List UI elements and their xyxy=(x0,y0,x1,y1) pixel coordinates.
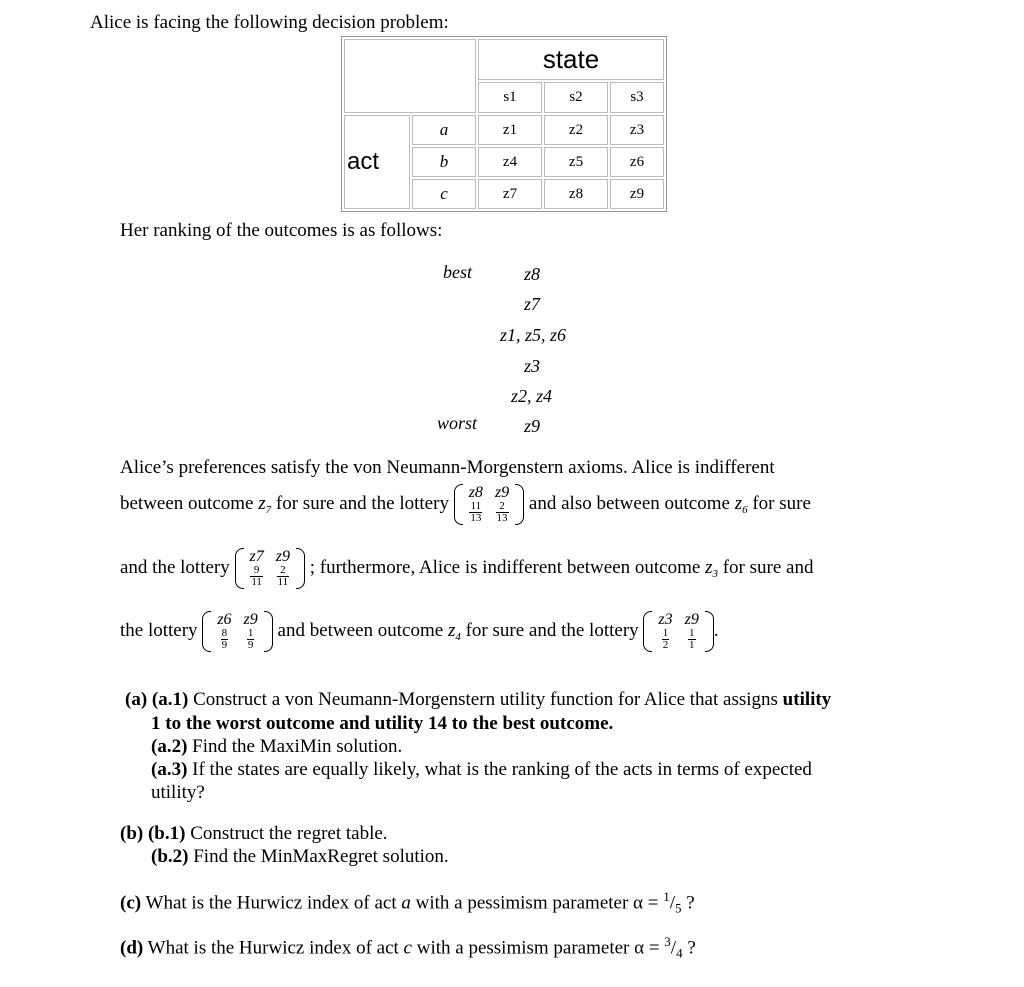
rank-level-3: z1, z5, z6 xyxy=(500,325,567,345)
question-a3: (a.3) If the states are equally likely, what is the ranking of the acts in terms of expected xyxy=(151,759,812,780)
cell-a-s2: z2 xyxy=(544,115,608,145)
lottery-2: z7 z9 $\frac{9}{11}$ $\frac{2}{11}$ xyxy=(235,548,305,589)
question-a2: (a.2) Find the MaxiMin solution. xyxy=(151,736,403,757)
question-a3-cont: utility? xyxy=(151,782,205,803)
question-b2: (b.2) Find the MinMaxRegret solution. xyxy=(151,846,449,867)
state-s1: s1 xyxy=(478,82,542,113)
cell-a-s3: z3 xyxy=(610,115,664,145)
rank-level-6: z9 xyxy=(524,416,541,436)
state-s2: s2 xyxy=(544,82,608,113)
prefs-line-2: between outcome $z_7$ for sure and the lottery z8 z9 $\frac{11}{13}$ $\frac{2}{13}$ and also between outcome $z_6$ for sure xyxy=(120,484,811,524)
cell-b-s1: z4 xyxy=(478,147,542,177)
intro-text: Alice is facing the following decision problem: xyxy=(90,12,449,33)
question-d: (d) What is the Hurwicz index of act c with a pessimism parameter $\alpha = ^3/_4$ ? xyxy=(120,934,696,961)
lottery-1: z8 z9 $\frac{11}{13}$ $\frac{2}{13}$ xyxy=(454,484,524,525)
cell-b-s2: z5 xyxy=(544,147,608,177)
state-header: state xyxy=(478,39,664,80)
act-header: act xyxy=(344,115,410,209)
question-b1: (b) (b.1) Construct the regret table. xyxy=(120,823,388,844)
act-a: a xyxy=(412,115,476,145)
question-a1-cont: 1 to the worst outcome and utility 14 to the best outcome. xyxy=(151,713,614,734)
state-s3: s3 xyxy=(610,82,664,113)
act-c: c xyxy=(412,179,476,209)
question-a1: (a) (a.1) Construct a von Neumann-Morgenstern utility function for Alice that assigns utility xyxy=(125,689,832,710)
prefs-line-4: the lottery z6 z9 $\frac{8}{9}$ $\frac{1}{9}$ and between outcome $z_4$ for sure and the lottery z3 z9 $\frac{1}{2}$ $\frac{1}{1}$ . xyxy=(120,611,719,651)
act-b: b xyxy=(412,147,476,177)
ranking-intro: Her ranking of the outcomes is as follows: xyxy=(120,220,443,241)
lottery-3: z6 z9 $\frac{8}{9}$ $\frac{1}{9}$ xyxy=(202,611,272,652)
rank-level-5: z2, z4 xyxy=(511,386,553,406)
cell-c-s2: z8 xyxy=(544,179,608,209)
cell-a-s1: z1 xyxy=(478,115,542,145)
rank-level-1: z8 xyxy=(524,264,541,284)
decision-table xyxy=(341,36,667,212)
rank-level-4: z3 xyxy=(524,356,541,376)
prefs-line-3: and the lottery z7 z9 $\frac{9}{11}$ $\frac{2}{11}$ ; furthermore, Alice is indifferent between outcome $z_3$ for sure and xyxy=(120,548,814,588)
best-label: best xyxy=(443,262,472,282)
cell-c-s3: z9 xyxy=(610,179,664,209)
question-c: (c) What is the Hurwicz index of act a with a pessimism parameter $\alpha = ^1/_5$ ? xyxy=(120,889,695,916)
worst-label: worst xyxy=(437,413,478,433)
table-corner xyxy=(344,39,476,113)
lottery-4: z3 z9 $\frac{1}{2}$ $\frac{1}{1}$ xyxy=(643,611,713,652)
rank-level-2: z7 xyxy=(524,294,541,314)
cell-b-s3: z6 xyxy=(610,147,664,177)
prefs-line-1: Alice’s preferences satisfy the von Neumann-Morgenstern axioms. Alice is indifferent xyxy=(120,457,775,478)
cell-c-s1: z7 xyxy=(478,179,542,209)
